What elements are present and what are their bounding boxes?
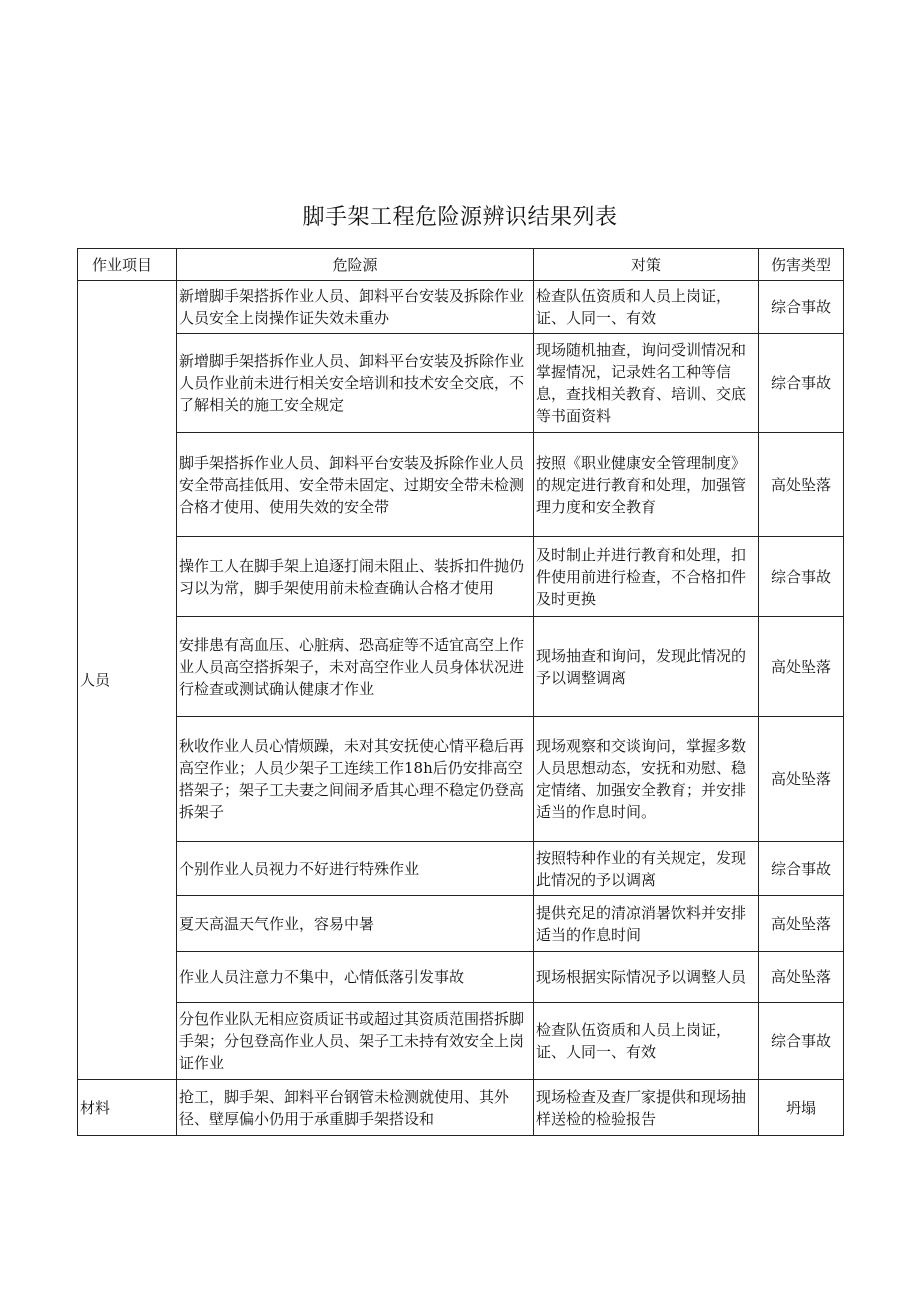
header-injury: 伤害类型 [759, 249, 844, 281]
measure-cell: 检查队伍资质和人员上岗证，证、人同一、有效 [534, 1003, 759, 1080]
hazard-cell: 夏天高温天气作业，容易中暑 [177, 896, 534, 952]
measure-cell: 提供充足的清凉消暑饮料并安排适当的作息时间 [534, 896, 759, 952]
table-row [78, 433, 844, 537]
injury-cell: 高处坠落 [759, 952, 844, 1003]
injury-cell: 综合事故 [759, 842, 844, 896]
hazard-cell: 操作工人在脚手架上追逐打闹未阻止、装拆扣件抛仍习以为常，脚手架使用前未检查确认合格才使用 [177, 537, 534, 617]
injury-cell: 综合事故 [759, 1003, 844, 1080]
measure-cell: 现场观察和交谈询问，掌握多数人员思想动态，安抚和劝慰、稳定情绪、加强安全教育；并安排适当的作息时间。 [534, 717, 759, 842]
measure-cell: 及时制止并进行教育和处理，扣件使用前进行检查，不合格扣件及时更换 [534, 537, 759, 617]
header-item: 作业项目 [78, 249, 177, 281]
table-header-row [78, 249, 844, 281]
header-measure: 对策 [534, 249, 759, 281]
hazard-cell: 分包作业队无相应资质证书或超过其资质范围搭拆脚手架；分包登高作业人员、架子工未持有效安全上岗证作业 [177, 1003, 534, 1080]
hazard-cell: 抢工，脚手架、卸料平台钢管未检测就使用、其外径、壁厚偏小仍用于承重脚手架搭设和 [177, 1080, 534, 1136]
measure-cell: 现场根据实际情况予以调整人员 [534, 952, 759, 1003]
hazard-cell: 秋收作业人员心情烦躁，未对其安抚使心情平稳后再高空作业；人员少架子工连续工作18h后仍安排高空搭架子；架子工夫妻之间闹矛盾其心理不稳定仍登高拆架子 [177, 717, 534, 842]
injury-cell: 综合事故 [759, 334, 844, 433]
header-hazard: 危险源 [177, 249, 534, 281]
injury-cell: 高处坠落 [759, 896, 844, 952]
measure-cell: 按照《职业健康安全管理制度》的规定进行教育和处理，加强管理力度和安全教育 [534, 433, 759, 537]
measure-cell: 现场抽查和询问，发现此情况的予以调整调离 [534, 617, 759, 717]
category-personnel: 人员 [78, 281, 177, 1080]
table-row [78, 334, 844, 433]
page-title: 脚手架工程危险源辨识结果列表 [302, 205, 618, 230]
table-row [78, 842, 844, 896]
injury-cell: 高处坠落 [759, 433, 844, 537]
table-row [78, 281, 844, 334]
hazard-cell: 脚手架搭拆作业人员、卸料平台安装及拆除作业人员安全带高挂低用、安全带未固定、过期安全带未检测合格才使用、使用失效的安全带 [177, 433, 534, 537]
hazard-cell: 作业人员注意力不集中，心情低落引发事故 [177, 952, 534, 1003]
injury-cell: 高处坠落 [759, 717, 844, 842]
category-material: 材料 [78, 1080, 177, 1136]
injury-cell: 高处坠落 [759, 617, 844, 717]
hazard-cell: 个别作业人员视力不好进行特殊作业 [177, 842, 534, 896]
table-row [78, 1003, 844, 1080]
hazard-cell: 新增脚手架搭拆作业人员、卸料平台安装及拆除作业人员作业前未进行相关安全培训和技术安全交底，不了解相关的施工安全规定 [177, 334, 534, 433]
table-row [78, 1080, 844, 1136]
measure-cell: 按照特种作业的有关规定，发现此情况的予以调离 [534, 842, 759, 896]
injury-cell: 综合事故 [759, 281, 844, 334]
injury-cell: 坍塌 [759, 1080, 844, 1136]
table-row [78, 537, 844, 617]
measure-cell: 现场检查及查厂家提供和现场抽样送检的检验报告 [534, 1080, 759, 1136]
hazard-cell: 安排患有高血压、心脏病、恐高症等不适宜高空上作业人员高空搭拆架子，未对高空作业人员身体状况进行检查或测试确认健康才作业 [177, 617, 534, 717]
measure-cell: 现场随机抽查，询问受训情况和掌握情况，记录姓名工种等信息，查找相关教育、培训、交底等书面资料 [534, 334, 759, 433]
measure-cell: 检查队伍资质和人员上岗证，证、人同一、有效 [534, 281, 759, 334]
table-row [78, 617, 844, 717]
table-row [78, 896, 844, 952]
table-row [78, 952, 844, 1003]
injury-cell: 综合事故 [759, 537, 844, 617]
hazard-table [77, 248, 844, 1136]
hazard-cell: 新增脚手架搭拆作业人员、卸料平台安装及拆除作业人员安全上岗操作证失效未重办 [177, 281, 534, 334]
table-row [78, 717, 844, 842]
